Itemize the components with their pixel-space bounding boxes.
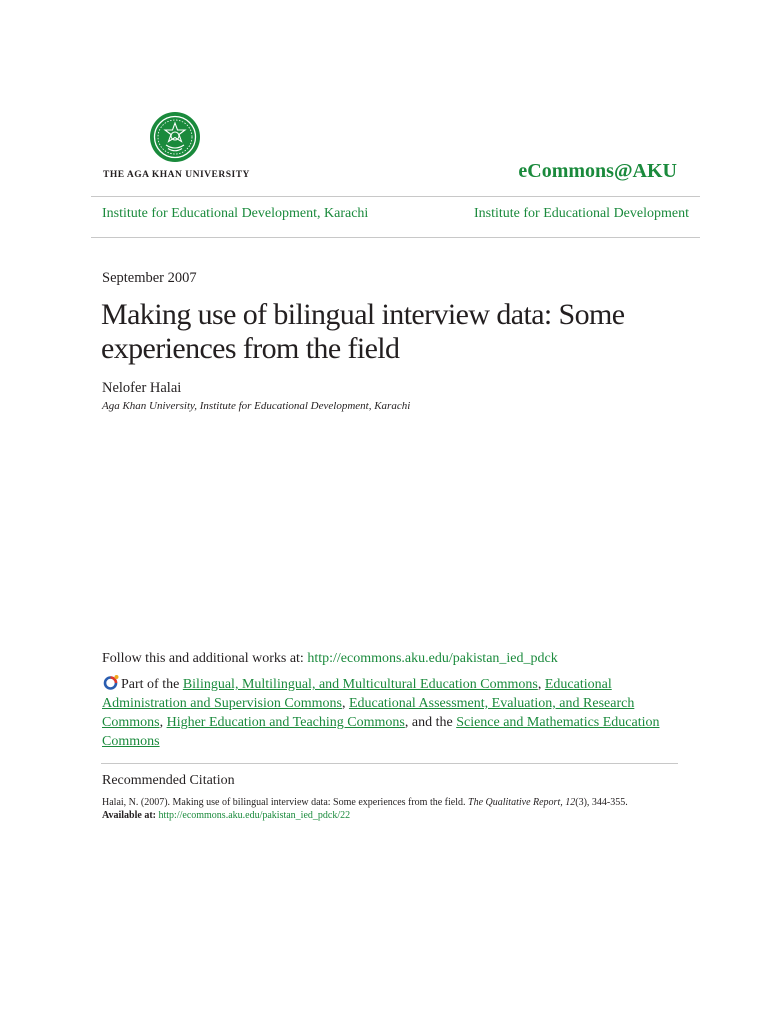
publication-date: September 2007 bbox=[102, 270, 197, 286]
citation-url-link[interactable]: http://ecommons.aku.edu/pakistan_ied_pdck/22 bbox=[158, 810, 351, 821]
ecommons-brand-link[interactable]: eCommons@AKU bbox=[518, 160, 677, 182]
part-of-prefix: Part of the bbox=[121, 677, 183, 692]
citation-issue-pages: (3), 344-355. bbox=[575, 797, 628, 808]
aku-emblem-icon bbox=[148, 110, 202, 164]
university-name: THE AGA KHAN UNIVERSITY bbox=[103, 170, 250, 180]
separator: , bbox=[341, 696, 349, 711]
commons-link-bilingual[interactable]: Bilingual, Multilingual, and Multicultural Education Commons bbox=[182, 677, 538, 692]
collection-url-link[interactable]: http://ecommons.aku.edu/pakistan_ied_pdck bbox=[307, 651, 558, 666]
author-affiliation: Aga Khan University, Institute for Educational Development, Karachi bbox=[102, 400, 411, 412]
and-the-text: , and the bbox=[404, 715, 457, 730]
commons-link-higher-education[interactable]: Higher Education and Teaching Commons bbox=[166, 715, 405, 730]
follow-prefix: Follow this and additional works at: bbox=[102, 651, 308, 666]
university-logo[interactable] bbox=[103, 110, 253, 182]
citation-text bbox=[102, 796, 702, 822]
follow-line bbox=[102, 651, 558, 667]
part-of-commons bbox=[102, 674, 677, 751]
citation-heading: Recommended Citation bbox=[102, 773, 235, 788]
citation-divider bbox=[101, 763, 678, 764]
paper-title: Making use of bilingual interview data: Some experiences from the field bbox=[101, 298, 625, 365]
institute-karachi-link[interactable]: Institute for Educational Development, Karachi bbox=[102, 206, 369, 221]
breadcrumb-divider bbox=[91, 237, 700, 238]
available-at-label: Available at: bbox=[102, 810, 159, 821]
separator: , bbox=[537, 677, 545, 692]
citation-journal: The Qualitative Report, 12 bbox=[468, 797, 576, 808]
header-divider bbox=[91, 196, 700, 197]
commons-link-assessment[interactable]: Educational Assessment, Evaluation, and Research Commons bbox=[102, 696, 635, 730]
bepress-network-icon bbox=[102, 674, 120, 690]
institute-link[interactable]: Institute for Educational Development bbox=[474, 206, 689, 221]
citation-body: Halai, N. (2007). Making use of bilingual interview data: Some experiences from the field. bbox=[102, 797, 469, 808]
commons-link-administration[interactable]: Educational Administration and Supervision Commons bbox=[102, 677, 612, 711]
separator: , bbox=[159, 715, 167, 730]
commons-link-science-math[interactable]: Science and Mathematics Education Commons bbox=[102, 715, 660, 749]
author-name: Nelofer Halai bbox=[102, 380, 182, 396]
